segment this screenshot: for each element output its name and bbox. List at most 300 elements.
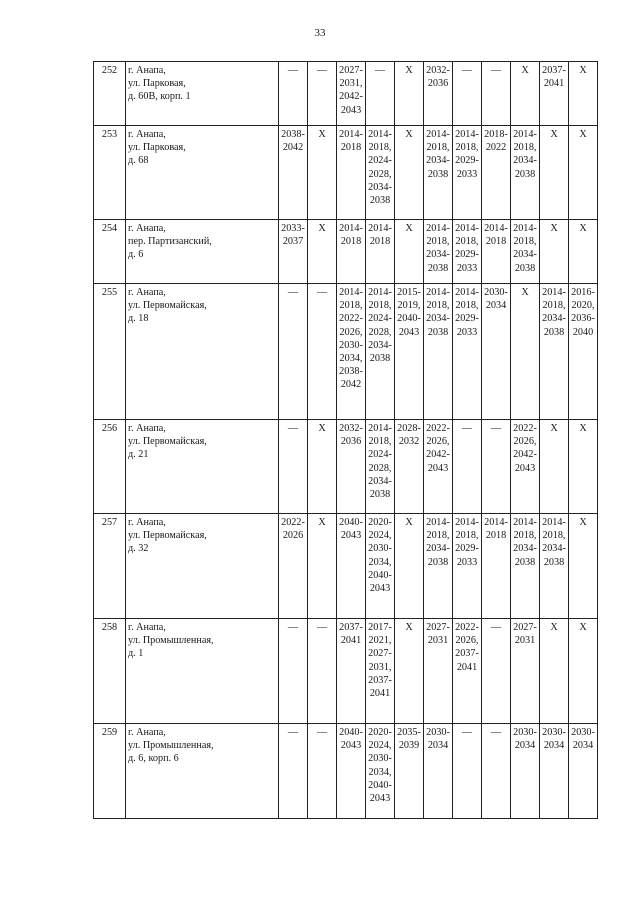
schedule-cell xyxy=(279,514,308,619)
schedule-value: 2030- xyxy=(484,287,508,298)
schedule-value: 2014- xyxy=(368,423,392,434)
schedule-value: 2043 xyxy=(369,793,391,805)
schedule-value: 2037 xyxy=(282,236,304,248)
schedule-value: 2014- xyxy=(484,517,508,528)
schedule-value: 2033 xyxy=(456,262,478,274)
schedule-value: 2018, xyxy=(368,142,392,154)
address-line: д. 6 xyxy=(128,249,144,261)
schedule-cell xyxy=(540,62,569,126)
schedule-value: — xyxy=(490,65,502,76)
schedule-value: 2033- xyxy=(281,223,305,234)
schedule-value: — xyxy=(490,727,502,738)
schedule-value: 2018, xyxy=(542,530,566,542)
schedule-value: — xyxy=(374,65,386,76)
schedule-value: 2038 xyxy=(514,556,536,568)
schedule-value: 2034- xyxy=(542,313,566,325)
schedule-value: 2038 xyxy=(427,262,449,274)
schedule-cell xyxy=(366,514,395,619)
schedule-value: 2022- xyxy=(513,423,537,434)
schedule-cell xyxy=(569,619,598,724)
table-row xyxy=(94,514,598,619)
schedule-value: 2014- xyxy=(339,129,363,140)
schedule-cell xyxy=(395,420,424,514)
schedule-value: 2028, xyxy=(368,168,392,180)
schedule-value: 2037- xyxy=(542,65,566,76)
schedule-value: 2030- xyxy=(571,727,595,738)
schedule-cell xyxy=(337,220,366,284)
schedule-value: 2018 xyxy=(485,236,507,248)
schedule-cell xyxy=(337,420,366,514)
schedule-value: Х xyxy=(318,423,326,434)
schedule-value: 2018, xyxy=(426,142,450,154)
schedule-value: 2038 xyxy=(369,353,391,365)
schedule-value: 2019, xyxy=(397,300,421,312)
schedule-cell xyxy=(308,284,337,420)
schedule-cell xyxy=(395,724,424,819)
schedule-value: 2034- xyxy=(368,339,392,351)
address-cell xyxy=(126,62,279,126)
schedule-value: 2042 xyxy=(340,379,362,391)
schedule-value: 2014- xyxy=(368,129,392,140)
schedule-value: 2038 xyxy=(514,168,536,180)
schedule-value: 2034- xyxy=(426,155,450,167)
schedule-cell xyxy=(453,514,482,619)
schedule-value: — xyxy=(287,65,299,76)
schedule-value: 2029- xyxy=(455,543,479,555)
schedule-value: 2014- xyxy=(426,287,450,298)
schedule-cell xyxy=(279,420,308,514)
address-cell xyxy=(126,420,279,514)
schedule-value: 2030- xyxy=(513,727,537,738)
row-number: 255 xyxy=(94,284,126,420)
schedule-cell xyxy=(424,724,453,819)
address-line: ул. Парковая, xyxy=(128,78,186,90)
schedule-value: 2018- xyxy=(484,129,508,140)
schedule-value: 2022- xyxy=(455,622,479,633)
schedule-value: 2018 xyxy=(340,142,362,154)
schedule-cell xyxy=(395,62,424,126)
schedule-cell xyxy=(279,724,308,819)
schedule-value: 2018, xyxy=(542,300,566,312)
schedule-value: 2026, xyxy=(339,326,363,338)
schedule-cell xyxy=(337,284,366,420)
schedule-cell xyxy=(540,420,569,514)
schedule-value: — xyxy=(461,65,473,76)
schedule-value: Х xyxy=(579,423,587,434)
schedule-value: Х xyxy=(318,129,326,140)
schedule-cell xyxy=(366,126,395,220)
schedule-cell xyxy=(569,284,598,420)
schedule-value: 2041 xyxy=(340,635,362,647)
schedule-value: 2040- xyxy=(339,727,363,738)
table-body xyxy=(94,62,598,819)
schedule-value: 2034 xyxy=(572,740,594,752)
schedule-cell xyxy=(308,619,337,724)
schedule-cell xyxy=(569,126,598,220)
schedule-value: 2033 xyxy=(456,556,478,568)
schedule-cell xyxy=(540,284,569,420)
schedule-value: 2038 xyxy=(427,556,449,568)
schedule-value: 2040- xyxy=(397,313,421,325)
address-line: г. Анапа, xyxy=(128,65,166,76)
schedule-cell xyxy=(366,724,395,819)
address-line: д. 18 xyxy=(128,313,149,325)
schedule-value: 2030- xyxy=(339,339,363,351)
schedule-value: 2043 xyxy=(514,462,536,474)
schedule-cell xyxy=(337,62,366,126)
schedule-value: Х xyxy=(405,622,413,633)
schedule-value: 2014- xyxy=(426,129,450,140)
schedule-cell xyxy=(395,126,424,220)
schedule-value: 2036 xyxy=(427,78,449,90)
address-cell xyxy=(126,514,279,619)
schedule-cell xyxy=(279,284,308,420)
schedule-cell xyxy=(424,126,453,220)
schedule-value: — xyxy=(461,423,473,434)
schedule-value: 2016- xyxy=(571,287,595,298)
schedule-cell xyxy=(366,619,395,724)
schedule-cell xyxy=(424,220,453,284)
schedule-value: 2021, xyxy=(368,635,392,647)
schedule-value: 2034 xyxy=(485,300,507,312)
table-row xyxy=(94,220,598,284)
schedule-value: 2030- xyxy=(542,727,566,738)
schedule-value: 2015- xyxy=(397,287,421,298)
schedule-value: Х xyxy=(521,287,529,298)
schedule-value: — xyxy=(316,622,328,633)
schedule-value: 2026, xyxy=(426,436,450,448)
schedule-value: 2038 xyxy=(427,326,449,338)
schedule-value: 2029- xyxy=(455,313,479,325)
schedule-cell xyxy=(453,126,482,220)
schedule-value: Х xyxy=(579,65,587,76)
address-cell xyxy=(126,724,279,819)
schedule-value: 2018, xyxy=(455,530,479,542)
schedule-value: 2030- xyxy=(368,753,392,765)
address-line: пер. Партизанский, xyxy=(128,236,212,248)
schedule-value: 2043 xyxy=(398,326,420,338)
schedule-value: Х xyxy=(550,622,558,633)
address-cell xyxy=(126,126,279,220)
schedule-value: 2014- xyxy=(455,517,479,528)
schedule-value: 2042 xyxy=(282,142,304,154)
schedule-value: 2038 xyxy=(369,195,391,207)
schedule-value: Х xyxy=(579,517,587,528)
schedule-value: 2018, xyxy=(426,236,450,248)
schedule-cell xyxy=(453,724,482,819)
address-line: г. Анапа, xyxy=(128,622,166,633)
schedule-value: 2038 xyxy=(514,262,536,274)
address-line: ул. Первомайская, xyxy=(128,436,207,448)
schedule-cell xyxy=(511,284,540,420)
schedule-value: 2038 xyxy=(427,168,449,180)
schedule-value: 2033 xyxy=(456,326,478,338)
schedule-cell xyxy=(337,514,366,619)
schedule-cell xyxy=(540,514,569,619)
row-number: 253 xyxy=(94,126,126,220)
row-number: 254 xyxy=(94,220,126,284)
schedule-cell xyxy=(337,724,366,819)
schedule-value: 2026, xyxy=(513,436,537,448)
schedule-value: — xyxy=(490,423,502,434)
schedule-value: Х xyxy=(550,423,558,434)
address-cell xyxy=(126,619,279,724)
schedule-value: Х xyxy=(579,622,587,633)
table-row xyxy=(94,420,598,514)
schedule-value: 2034- xyxy=(368,181,392,193)
schedule-value: 2042- xyxy=(339,91,363,103)
schedule-cell xyxy=(424,514,453,619)
schedule-value: — xyxy=(287,287,299,298)
address-line: д. 6, корп. 6 xyxy=(128,753,179,765)
schedule-value: 2027- xyxy=(426,622,450,633)
schedule-value: — xyxy=(287,423,299,434)
schedule-cell xyxy=(308,514,337,619)
address-line: ул. Парковая, xyxy=(128,142,186,154)
schedule-value: 2036- xyxy=(571,313,595,325)
schedule-value: 2037- xyxy=(455,648,479,660)
schedule-value: 2034- xyxy=(513,155,537,167)
table-row xyxy=(94,619,598,724)
schedule-value: 2031 xyxy=(427,635,449,647)
schedule-cell xyxy=(482,284,511,420)
schedule-cell xyxy=(453,284,482,420)
schedule-value: 2035- xyxy=(397,727,421,738)
schedule-cell xyxy=(482,420,511,514)
schedule-value: 2033 xyxy=(456,168,478,180)
schedule-value: 2014- xyxy=(339,287,363,298)
schedule-value: 2034, xyxy=(368,766,392,778)
address-line: г. Анапа, xyxy=(128,129,166,140)
schedule-cell xyxy=(511,220,540,284)
schedule-value: 2041 xyxy=(369,688,391,700)
schedule-value: 2041 xyxy=(456,661,478,673)
schedule-cell xyxy=(366,420,395,514)
schedule-value: 2018, xyxy=(455,236,479,248)
schedule-value: 2038 xyxy=(369,489,391,501)
schedule-value: 2030- xyxy=(426,727,450,738)
schedule-value: Х xyxy=(579,129,587,140)
address-line: г. Анапа, xyxy=(128,223,166,234)
schedule-value: 2028, xyxy=(368,462,392,474)
schedule-cell xyxy=(540,220,569,284)
schedule-cell xyxy=(279,62,308,126)
schedule-value: 2026 xyxy=(282,530,304,542)
schedule-value: Х xyxy=(405,223,413,234)
schedule-value: 2038 xyxy=(543,556,565,568)
schedule-value: 2028, xyxy=(368,326,392,338)
schedule-value: 2037- xyxy=(339,622,363,633)
schedule-value: 2034 xyxy=(514,740,536,752)
schedule-value: 2042- xyxy=(426,449,450,461)
schedule-cell xyxy=(424,619,453,724)
schedule-value: 2029- xyxy=(455,155,479,167)
schedule-cell xyxy=(366,284,395,420)
schedule-value: 2014- xyxy=(455,287,479,298)
schedule-value: 2031, xyxy=(368,661,392,673)
schedule-cell xyxy=(511,724,540,819)
schedule-value: 2034- xyxy=(513,543,537,555)
address-line: г. Анапа, xyxy=(128,423,166,434)
schedule-value: 2038- xyxy=(281,129,305,140)
schedule-value: 2018 xyxy=(340,236,362,248)
schedule-value: 2014- xyxy=(513,129,537,140)
schedule-value: 2018, xyxy=(513,142,537,154)
schedule-value: 2043 xyxy=(369,583,391,595)
schedule-value: 2031, xyxy=(339,78,363,90)
schedule-cell xyxy=(511,619,540,724)
schedule-cell xyxy=(279,220,308,284)
address-line: д. 60В, корп. 1 xyxy=(128,91,191,103)
schedule-cell xyxy=(482,514,511,619)
schedule-value: 2018, xyxy=(426,530,450,542)
schedule-cell xyxy=(540,126,569,220)
schedule-value: 2031 xyxy=(514,635,536,647)
schedule-cell xyxy=(511,62,540,126)
schedule-value: 2014- xyxy=(513,517,537,528)
address-line: д. 1 xyxy=(128,648,144,660)
schedule-value: 2014- xyxy=(455,223,479,234)
schedule-cell xyxy=(453,619,482,724)
schedule-value: 2043 xyxy=(340,740,362,752)
schedule-value: 2027- xyxy=(339,65,363,76)
address-cell xyxy=(126,284,279,420)
schedule-value: 2022- xyxy=(339,313,363,325)
schedule-cell xyxy=(279,619,308,724)
schedule-value: 2014- xyxy=(368,223,392,234)
schedule-value: 2018, xyxy=(455,142,479,154)
schedule-cell xyxy=(308,724,337,819)
schedule-value: 2018, xyxy=(455,300,479,312)
schedule-value: — xyxy=(287,622,299,633)
schedule-cell xyxy=(482,126,511,220)
schedule-value: — xyxy=(287,727,299,738)
schedule-value: Х xyxy=(579,223,587,234)
page-number: 33 xyxy=(314,27,326,39)
schedule-value: 2018 xyxy=(485,530,507,542)
repair-schedule-table xyxy=(93,61,598,819)
schedule-value: 2034, xyxy=(339,353,363,365)
schedule-cell xyxy=(511,514,540,619)
schedule-cell xyxy=(569,514,598,619)
row-number: 257 xyxy=(94,514,126,619)
schedule-value: 2018, xyxy=(339,300,363,312)
schedule-value: 2043 xyxy=(340,530,362,542)
schedule-cell xyxy=(308,62,337,126)
schedule-value: 2018 xyxy=(369,236,391,248)
address-line: г. Анапа, xyxy=(128,727,166,738)
schedule-cell xyxy=(308,126,337,220)
schedule-value: — xyxy=(461,727,473,738)
schedule-cell xyxy=(308,420,337,514)
schedule-value: 2024, xyxy=(368,740,392,752)
schedule-cell xyxy=(453,420,482,514)
address-line: ул. Промышленная, xyxy=(128,740,214,752)
schedule-value: 2022- xyxy=(281,517,305,528)
schedule-cell xyxy=(337,619,366,724)
schedule-value: 2034- xyxy=(513,249,537,261)
schedule-value: 2018, xyxy=(513,530,537,542)
schedule-cell xyxy=(395,220,424,284)
schedule-value: 2024- xyxy=(368,449,392,461)
schedule-value: 2024, xyxy=(368,530,392,542)
schedule-value: — xyxy=(316,727,328,738)
schedule-value: 2024- xyxy=(368,313,392,325)
row-number: 259 xyxy=(94,724,126,819)
schedule-value: 2014- xyxy=(426,223,450,234)
schedule-value: 2018, xyxy=(368,300,392,312)
schedule-value: 2032- xyxy=(426,65,450,76)
row-number: 258 xyxy=(94,619,126,724)
schedule-value: 2027- xyxy=(513,622,537,633)
schedule-value: 2014- xyxy=(426,517,450,528)
schedule-cell xyxy=(366,62,395,126)
schedule-value: 2018, xyxy=(426,300,450,312)
address-line: ул. Первомайская, xyxy=(128,300,207,312)
schedule-cell xyxy=(424,284,453,420)
schedule-value: 2038- xyxy=(339,366,363,378)
schedule-value: 2014- xyxy=(513,223,537,234)
schedule-value: 2014- xyxy=(368,287,392,298)
schedule-cell xyxy=(424,420,453,514)
schedule-cell xyxy=(482,62,511,126)
schedule-value: 2043 xyxy=(427,462,449,474)
schedule-value: 2034 xyxy=(427,740,449,752)
schedule-cell xyxy=(569,62,598,126)
schedule-value: 2030- xyxy=(368,543,392,555)
schedule-value: 2032- xyxy=(339,423,363,434)
schedule-value: 2014- xyxy=(542,287,566,298)
schedule-cell xyxy=(540,619,569,724)
schedule-cell xyxy=(395,619,424,724)
schedule-cell xyxy=(569,420,598,514)
schedule-value: Х xyxy=(550,129,558,140)
schedule-cell xyxy=(569,724,598,819)
schedule-value: 2040- xyxy=(368,569,392,581)
schedule-value: 2034, xyxy=(368,556,392,568)
address-line: д. 68 xyxy=(128,155,149,167)
schedule-value: — xyxy=(316,287,328,298)
table-row xyxy=(94,724,598,819)
schedule-value: 2043 xyxy=(340,104,362,116)
schedule-value: 2014- xyxy=(484,223,508,234)
schedule-value: 2018, xyxy=(513,236,537,248)
schedule-cell xyxy=(453,220,482,284)
schedule-cell xyxy=(482,724,511,819)
schedule-value: 2014- xyxy=(455,129,479,140)
schedule-value: 2039 xyxy=(398,740,420,752)
schedule-value: 2020- xyxy=(368,727,392,738)
address-line: д. 32 xyxy=(128,543,149,555)
schedule-value: 2017- xyxy=(368,622,392,633)
schedule-value: 2040- xyxy=(368,779,392,791)
schedule-value: 2027- xyxy=(368,648,392,660)
schedule-cell xyxy=(482,220,511,284)
row-number: 252 xyxy=(94,62,126,126)
schedule-value: Х xyxy=(521,65,529,76)
schedule-value: 2014- xyxy=(542,517,566,528)
address-line: ул. Первомайская, xyxy=(128,530,207,542)
schedule-value: 2037- xyxy=(368,674,392,686)
schedule-value: 2029- xyxy=(455,249,479,261)
schedule-cell xyxy=(511,420,540,514)
schedule-value: Х xyxy=(318,517,326,528)
schedule-cell xyxy=(569,220,598,284)
table-row xyxy=(94,126,598,220)
address-line: г. Анапа, xyxy=(128,287,166,298)
schedule-value: 2042- xyxy=(513,449,537,461)
schedule-value: 2034 xyxy=(543,740,565,752)
